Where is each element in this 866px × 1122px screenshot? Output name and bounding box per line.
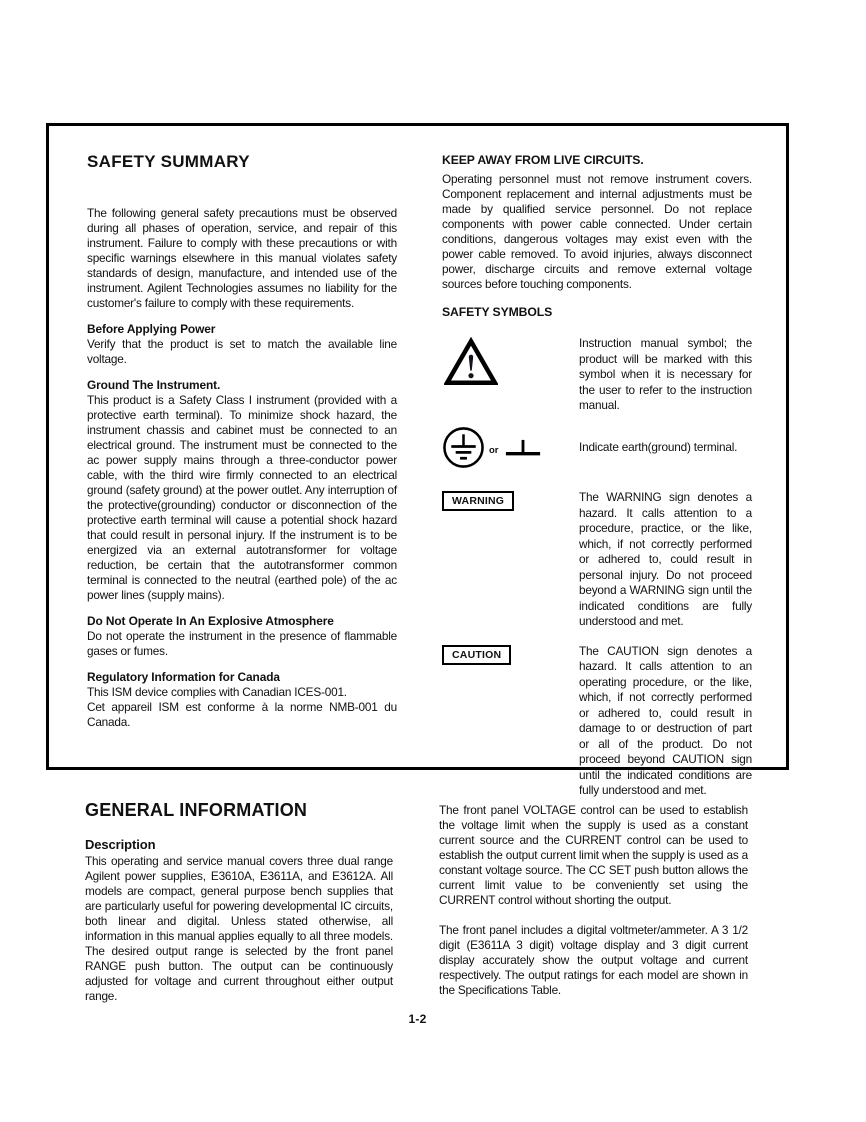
explosive-atmosphere-section	[87, 614, 397, 659]
warning-row	[442, 490, 752, 630]
general-info-right-column	[439, 803, 748, 998]
explosive-atmosphere-heading: Do Not Operate In An Explosive Atmosphere	[87, 614, 334, 628]
regulatory-canada-heading: Regulatory Information for Canada	[87, 670, 280, 684]
voltage-control-paragraph: The front panel VOLTAGE control can be used to establish the voltage limit when the supply is used as a constant current source and the CURRENT control can be used to establish the output current limit when the supply is used as a constant voltage source. The CC SET push button allows the current limit value to be conveniently set using the CURRENT control without shorting the output.	[439, 803, 748, 907]
safety-left-column	[87, 152, 397, 730]
safety-symbols-heading: SAFETY SYMBOLS	[442, 305, 553, 319]
caution-label: CAUTION	[442, 645, 511, 665]
explosive-atmosphere-body: Do not operate the instrument in the presence of flammable gases or fumes.	[87, 629, 397, 658]
safety-intro-paragraph: The following general safety precautions must be observed during all phases of operation, service, and repair of this instrument. Failure to comply with these precautions or with specific warnings elsewhere in this manual violates safety standards of design, manufacture, and intended use of the instrument. Agilent Technologies assumes no liability for the customer's failure to comply with these requirements.	[87, 206, 397, 310]
ground-instrument-heading: Ground The Instrument.	[87, 378, 221, 392]
general-info-left-column	[85, 800, 393, 1004]
description-heading: Description	[85, 837, 156, 852]
regulatory-canada-line1: This ISM device complies with Canadian ICES-001.	[87, 685, 347, 699]
before-applying-power-heading: Before Applying Power	[87, 322, 216, 336]
safety-summary-box	[46, 123, 789, 797]
safety-summary-title: SAFETY SUMMARY	[87, 152, 250, 171]
ground-instrument-section	[87, 378, 397, 603]
regulatory-canada-section	[87, 670, 397, 730]
warning-description: The WARNING sign denotes a hazard. It calls attention to a procedure, practice, or the like, which, if not correctly performed or adhered to, could result in personal injury. Do not proceed beyond a WARNING sign until the indicated conditions are fully understood and met.	[579, 490, 752, 628]
page-number: 1-2	[408, 1012, 427, 1026]
ground-instrument-body: This product is a Safety Class I instrument (provided with a protective earth terminal). To minimize shock hazard, the instrument chassis and cabinet must be connected to an electrical ground. The instrument must be connected to the ac power supply mains through a three-conductor power cable, with the third wire firmly connected to an electrical ground (safety ground) at the power outlet. Any interruption of the protective(grounding) conductor or disconnection of the protective earth terminal will cause a potential shock hazard that could result in personal injury. If the instrument is to be energized via an external autotransformer for voltage reduction, be certain that the autotransformer common terminal is connected to the neutral (earthed pole) of the ac power lines (supply mains).	[87, 393, 397, 602]
description-body: This operating and service manual covers three dual range Agilent power supplies, E3610A, E3611A, and E3612A. All models are compact, general purpose bench supplies that are particularly useful for powering developmental IC circuits, both linear and digital. Unless stated otherwise, all information in this manual applies equally to all three models. The desired output range is selected by the front panel RANGE push button. The output can be continuously adjusted for voltage and current throughout either output range.	[85, 854, 393, 1003]
instruction-symbol-row	[442, 336, 752, 420]
voltmeter-paragraph: The front panel includes a digital voltmeter/ammeter. A 3 1/2 digit (E3611A 3 digit) voltage display and 3 digit current display accurately show the output voltage and current respectively. The output ratings for each model are shown in the Specifications Table.	[439, 923, 748, 997]
keep-away-body: Operating personnel must not remove instrument covers. Component replacement and internal adjustments must be made by qualified service personnel. Do not replace components with power cable connected. Under certain conditions, dangerous voltages may exist even with the power cable removed. To avoid injuries, always disconnect power, discharge circuits and remove external voltage sources before touching components.	[442, 172, 752, 291]
safety-right-column	[442, 153, 752, 799]
caution-description: The CAUTION sign denotes a hazard. It calls attention to an operating procedure, or the like, which, if not correctly performed or adhered to, could result in damage to or destruction of part or all of the product. Do not proceed beyond CAUTION sign until the indicated conditions are fully understood and met.	[579, 643, 752, 797]
general-information-title: GENERAL INFORMATION	[85, 800, 308, 820]
or-label: or	[489, 444, 499, 456]
earth-symbol-row	[442, 426, 752, 474]
warning-label: WARNING	[442, 491, 514, 511]
keep-away-heading: KEEP AWAY FROM LIVE CIRCUITS.	[442, 153, 644, 167]
before-applying-power-body: Verify that the product is set to match the available line voltage.	[87, 337, 397, 366]
caution-row	[442, 644, 752, 799]
chassis-ground-icon	[504, 437, 542, 464]
instruction-symbol-description: Instruction manual symbol; the product will be marked with this symbol when it is necessary for the user to refer to the instruction manual.	[579, 336, 752, 412]
earth-symbol-description: Indicate earth(ground) terminal.	[579, 440, 738, 454]
regulatory-canada-line2: Cet appareil ISM est conforme à la norme NMB-001 du Canada.	[87, 700, 397, 729]
before-applying-power-section	[87, 322, 397, 367]
earth-symbols-group	[442, 426, 579, 474]
warning-triangle-icon	[442, 336, 579, 393]
earth-ground-circle-icon	[442, 426, 485, 474]
